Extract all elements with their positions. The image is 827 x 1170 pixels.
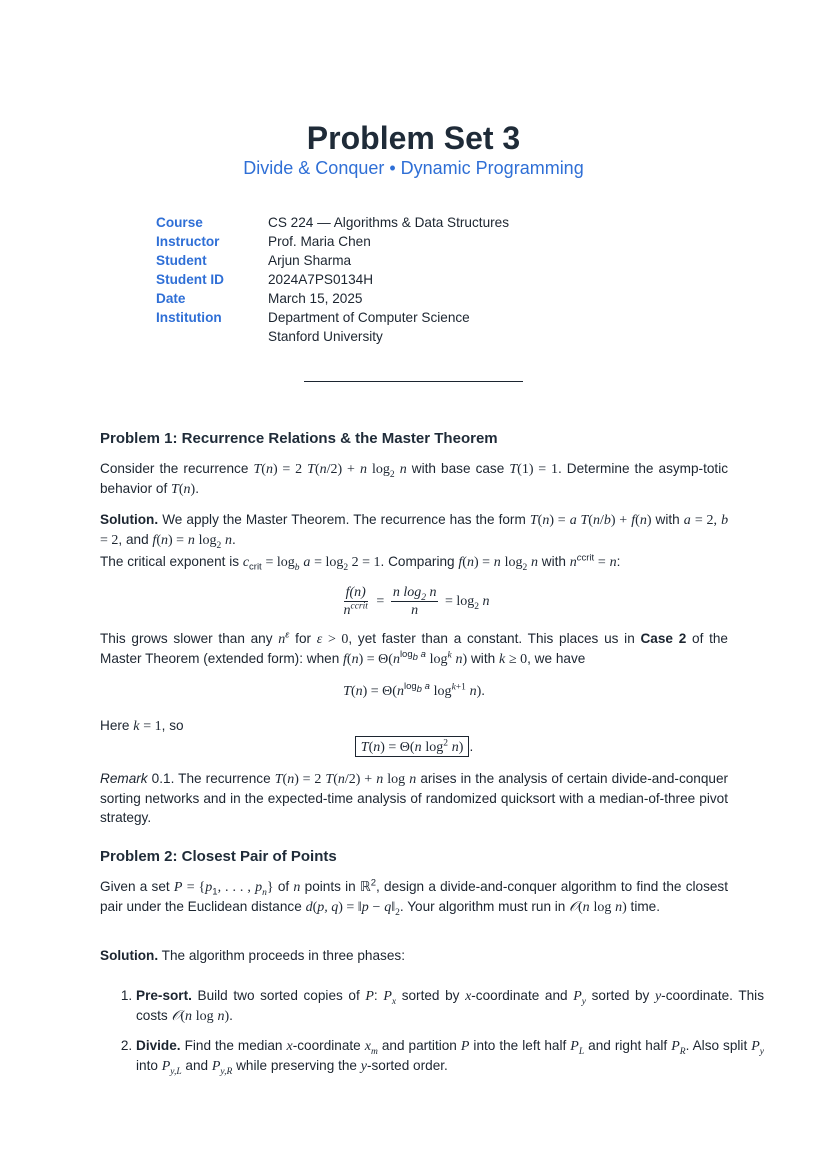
problem-2-statement: Given a set $P = \{p_1$, . . . , $p_n$} of n points in ℝ$^2$, design a divide-and-conquer algorithm to find the closest pair under the Euclidean distance d(p, q) = ‖p − $q‖_2$. Your algorithm must run in 𝒪(n log n) time. [100,877,729,918]
meta-value: CS 224 — Algorithms & Data Structures [268,215,510,230]
metadata-table [156,213,509,346]
list-item: 2. Divide. Find the median x-coordinate $x_m$ and partition P into the left half $P_L$ and right half $P_R$. Also split $P_y$ into $P_{y,L}$ and $P_{y,R}$ while preserving the y-sorted order. [136,1036,764,1076]
meta-row [156,213,509,232]
remark-label: Remark [100,771,148,786]
boxed-result: T(n) = Θ(n $\log^2 n$) . [100,737,728,757]
step-label: Divide. [136,1038,181,1053]
problem-2-solution [100,946,728,965]
meta-key: Student ID [156,272,224,287]
list-item: 1. Pre-sort. Build two sorted copies of P: $P_x$ sorted by x-coordinate and $P_y$ sorted by y-coordinate. This costs 𝒪(n log n). [136,986,764,1026]
meta-value: March 15, 2025 [268,291,363,306]
solution-label: Solution. [100,512,159,527]
problem-1-statement: Consider the recurrence T(n) = 2 T(n/2) + n $\log_2 n$ with base case T(1) = 1. Determine the asymp-totic behavior of T(n). [100,461,729,497]
title-divider [304,381,523,382]
meta-row [156,308,509,327]
meta-value: Department of Computer Science [268,310,470,325]
page-subtitle: Divide & Conquer • Dynamic Programming [243,158,584,178]
critical-exponent-text: The critical exponent is $c_{crit} = \log_b a = \log_2 2 = 1$. Comparing f(n) = n $\log_2 n$ with $n^{ccrit} = n$: [100,552,621,573]
meta-row [156,251,509,270]
meta-row [156,232,509,251]
ratio-equation: $\frac{f(n)}{n^{ccrit}}$ = $\frac{n \log_2 n}{n}$ = $\log_2 n$ [343,585,490,618]
meta-value: 2024A7PS0134H [268,272,374,287]
case-explanation: This grows slower than any $n^\varepsilon$ for ε > 0, yet faster than a constant. This places us in Case 2 of the Master Theorem (extended form): when $f(n) = \Theta(n^{log_b a}$ $\log^k n$) with k ≥ 0, we have [100,629,728,667]
case-2-equation: $T(n) = \Theta(n^{log_b a}$ $\log^{k+1} n$). [343,681,485,699]
meta-key: Course [156,215,203,230]
step-label: Pre-sort. [136,988,192,1003]
meta-row [156,327,509,346]
meta-key: Student [156,253,207,268]
page-title: Problem Set 3 [306,120,521,156]
remark-number: 0.1. [151,771,175,786]
solution-intro: The algorithm proceeds in three phases: [161,948,405,963]
meta-value: Stanford University [268,329,383,344]
case-label: Case 2 [640,631,687,646]
meta-key: Date [156,291,186,306]
problem-2-heading: Problem 2: Closest Pair of Points [100,848,337,865]
meta-key: Instructor [156,234,220,249]
meta-row [156,289,509,308]
solution-label: Solution. [100,948,159,963]
problem-1-heading: Problem 1: Recurrence Relations & the Master Theorem [100,430,498,447]
algorithm-steps [100,986,764,1086]
meta-key: Institution [156,310,222,325]
meta-row [156,270,509,289]
meta-value: Prof. Maria Chen [268,234,371,249]
meta-key [156,327,268,346]
here-k-text: Here k = 1, so [100,718,184,734]
meta-value: Arjun Sharma [268,253,352,268]
problem-1-solution: Solution. We apply the Master Theorem. The recurrence has the form T(n) = a T(n/b) + f(n) with a = 2, b = 2, and f(n) = n $\log_2 n$. [100,512,729,551]
remark: Remark 0.1. The recurrence T(n) = 2 T(n/2) + n log n arises in the analysis of certain divide-and-conquer sorting networks and in the expected-time analysis of randomized quicksort with a median-of-three pivot strategy. [100,771,729,825]
